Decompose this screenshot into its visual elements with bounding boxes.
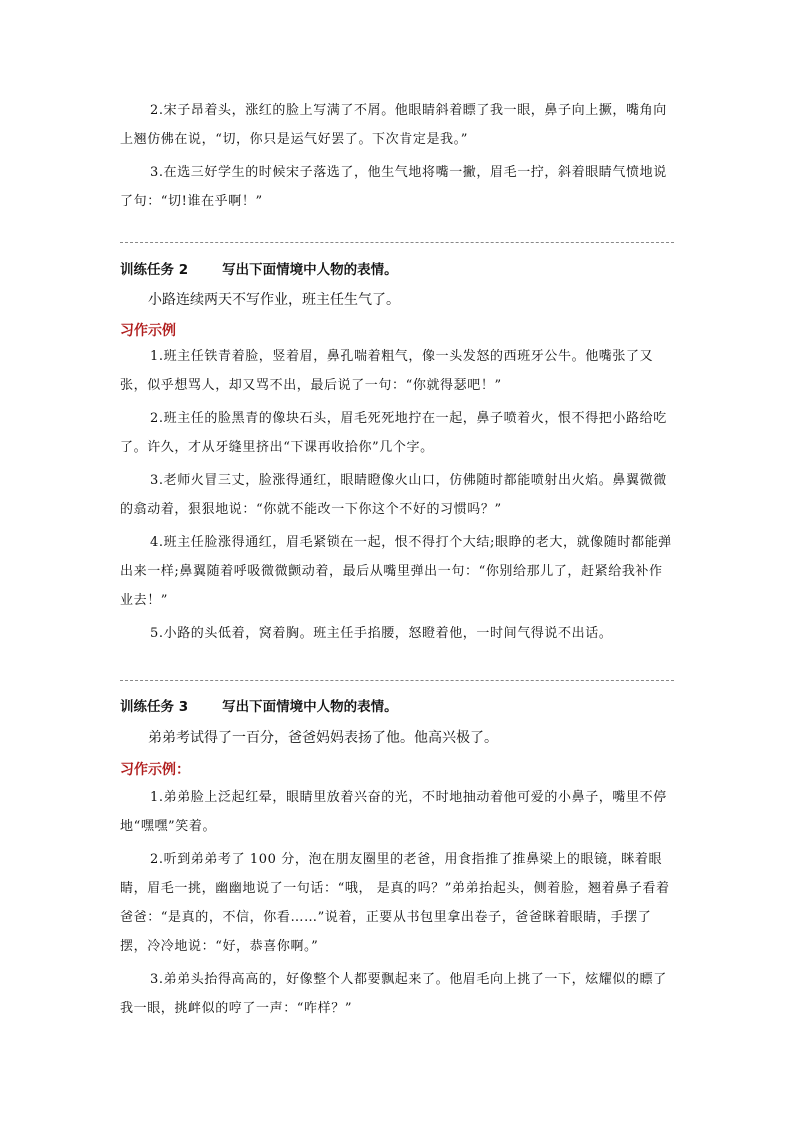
intro-paragraph-2: 2.宋子昂着头，涨红的脸上写满了不屑。他眼睛斜着瞟了我一眼，鼻子向上撅，嘴角向上翘仿佛在说，“切，你只是运气好罢了。下次肯定是我。” — [120, 103, 667, 147]
task-3-instruction: 写出下面情境中人物的表情。 — [222, 699, 398, 715]
task-2-example-2: 2.班主任的脸黑青的像块石头，眉毛死死地拧在一起，鼻子喷着火，恨不得把小路给吃了。许久，才从牙缝里挤出“下课再收拾你”几个字。 — [120, 411, 667, 455]
task-3-examples — [120, 783, 676, 1023]
task-2-example-1: 1.班主任铁青着脸，竖着眉，鼻孔喘着粗气，像一头发怒的西班牙公牛。他嘴张了又张，似乎想骂人，却又骂不出，最后说了一句：“你就得瑟吧！” — [120, 349, 654, 393]
task-2-label: 训练任务 2 — [120, 262, 189, 278]
task-3-heading — [120, 695, 676, 715]
task-3-example-3: 3.弟弟头抬得高高的，好像整个人都要飘起来了。他眉毛向上挑了一下，炫耀似的瞟了我一眼，挑衅似的哼了一声：“咋样？” — [120, 972, 667, 1016]
task-3-example-1: 1.弟弟脸上泛起红晕，眼睛里放着兴奋的光，不时地抽动着他可爱的小鼻子，嘴里不停地“嘿嘿”笑着。 — [120, 790, 667, 834]
task-2-example-label: 习作示例 — [120, 323, 176, 339]
section-divider — [120, 242, 674, 243]
task-2-example-5: 5.小路的头低着，窝着胸。班主任手掐腰，怒瞪着他，一时间气得说不出话。 — [150, 626, 613, 641]
intro-paragraph-3: 3.在选三好学生的时候宋子落选了，他生气地将嘴一撇，眉毛一拧，斜着眼睛气愤地说了句：“切!谁在乎啊！” — [120, 165, 667, 209]
intro-section — [120, 96, 676, 216]
task-2-instruction: 写出下面情境中人物的表情。 — [222, 262, 398, 278]
task-2-scene: 小路连续两天不写作业，班主任生气了。 — [148, 292, 400, 308]
task-3-example-label: 习作示例： — [120, 762, 190, 778]
task-3-scene: 弟弟考试得了一百分，爸爸妈妈表扬了他。他高兴极了。 — [148, 730, 498, 746]
section-divider — [120, 680, 674, 681]
task-2-example-3: 3.老师火冒三丈，脸涨得通红，眼睛瞪像火山口，仿佛随时都能喷射出火焰。鼻翼微微的翕动着，狠狠地说：“你就不能改一下你这个不好的习惯吗？” — [120, 473, 667, 517]
task-2-heading — [120, 258, 676, 278]
task-2-example-4: 4.班主任脸涨得通红，眉毛紧锁在一起，恨不得打个大结;眼睁的老大，就像随时都能弹出来一样;鼻翼随着呼吸微微颤动着，最后从嘴里弹出一句：“你别给那儿了，赶紧给我补作业去！” — [120, 535, 672, 608]
task-3-label: 训练任务 3 — [120, 699, 189, 715]
task-2-examples — [120, 342, 676, 648]
task-3-example-2: 2.听到弟弟考了 100 分，泡在朋友圈里的老爸，用食指推了推鼻梁上的眼镜，眯着眼睛，眉毛一挑，幽幽地说了一句话：“哦， 是真的吗？”弟弟抬起头，侧着脸，翘着鼻子看着爸爸：“是真的，不信，你看……”说着，正要从书包里拿出卷子，爸爸眯着眼睛，手摆了摆，冷冷地说：“好，恭喜你啊。” — [120, 852, 670, 954]
